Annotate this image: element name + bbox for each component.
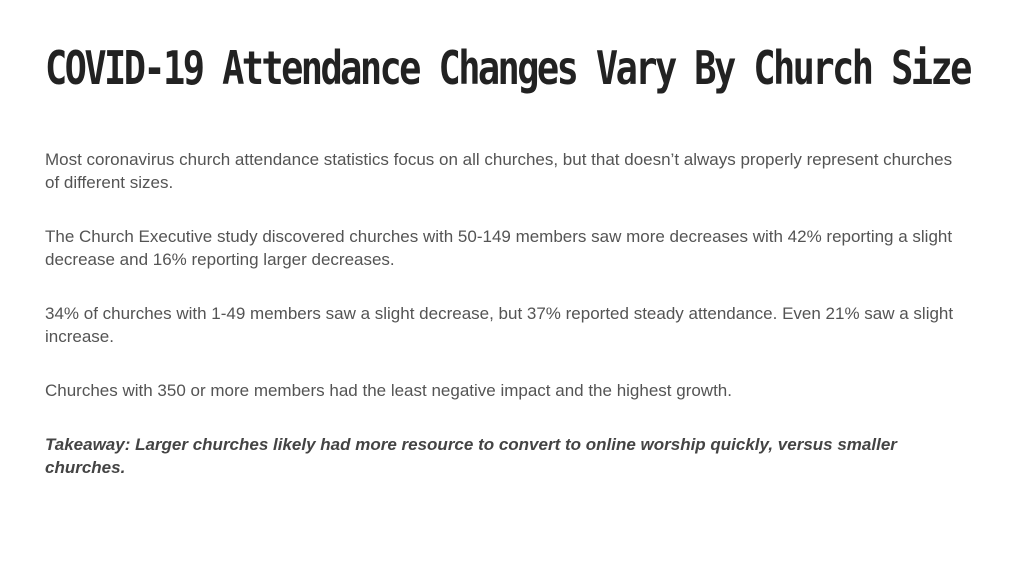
slide-title: COVID-19 Attendance Changes Vary By Church Size [45, 41, 970, 96]
paragraph-overview: Most coronavirus church attendance statistics focus on all churches, but that doesn’t always properly represent churches of different sizes. [45, 150, 953, 192]
paragraph-350-plus-members: Churches with 350 or more members had the least negative impact and the highest growth. [45, 381, 732, 400]
paragraph-50-149-members: The Church Executive study discovered churches with 50-149 members saw more decreases with 42% reporting a slight decrease and 16% reporting larger decreases. [45, 227, 953, 269]
paragraph-1-49-members: 34% of churches with 1-49 members saw a slight decrease, but 37% reported steady attendance. Even 21% saw a slight increase. [45, 304, 954, 346]
takeaway-text: Takeaway: Larger churches likely had more resource to convert to online worship quickly, versus smaller churches. [45, 435, 897, 477]
slide-body [45, 148, 965, 510]
